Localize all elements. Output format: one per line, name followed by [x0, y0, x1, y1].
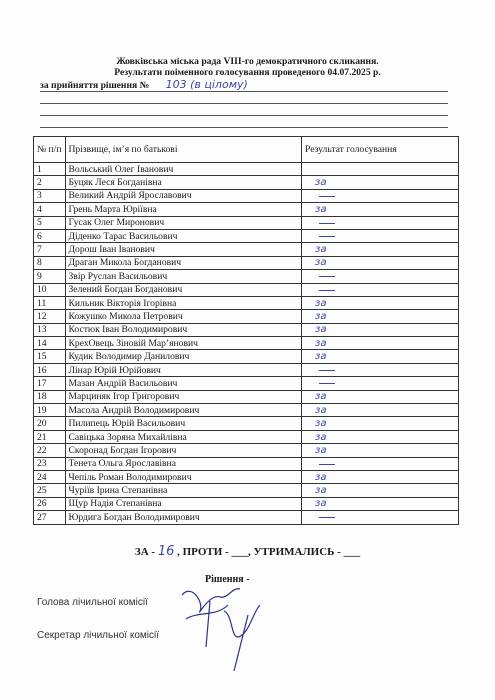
row-number: 12 [34, 310, 66, 323]
table-row [34, 163, 459, 176]
table-row [34, 484, 459, 497]
row-name: Тенета Ольга Ярославівна [65, 457, 302, 470]
vote-dash [319, 464, 335, 465]
resolution-line [40, 78, 248, 91]
row-vote [302, 163, 459, 176]
totals-line [0, 544, 495, 559]
table-row [34, 256, 459, 269]
table-row [34, 203, 459, 216]
vote-mark: за [315, 203, 327, 215]
row-name: Чепіль Роман Володимирович [65, 470, 302, 483]
vote-mark: за [315, 418, 327, 430]
row-number: 4 [34, 203, 66, 216]
row-number: 18 [34, 390, 66, 403]
row-vote [302, 283, 459, 296]
row-name: Буцяк Леся Богданівна [65, 176, 302, 189]
row-vote [302, 390, 459, 403]
row-vote [302, 430, 459, 443]
vote-mark: за [315, 471, 327, 483]
row-number: 8 [34, 256, 66, 269]
row-vote [302, 296, 459, 309]
underline-1 [40, 91, 448, 92]
table-row [34, 444, 459, 457]
row-name: Діденко Тарас Васильович [65, 229, 302, 242]
vote-mark: за [315, 177, 327, 189]
row-name: Щур Надія Степанівна [65, 497, 302, 510]
against-abstained-label: , ПРОТИ - ___, УТРИМАЛИСЬ - ___ [177, 546, 361, 558]
table-row [34, 404, 459, 417]
row-vote [302, 229, 459, 242]
chair-label: Голова лічильної комісії [37, 597, 148, 608]
row-number: 5 [34, 216, 66, 229]
row-name: Костюк Іван Володимирович [65, 323, 302, 336]
row-number: 23 [34, 457, 66, 470]
row-name: Савіцька Зоряна Михайлівна [65, 430, 302, 443]
row-name: КрехОвець Зіновій Мар’янович [65, 337, 302, 350]
row-number: 24 [34, 470, 66, 483]
header-result: Результат голосування [302, 137, 459, 163]
row-name: Гусак Олег Миронович [65, 216, 302, 229]
row-vote [302, 363, 459, 376]
secretary-signature [186, 601, 260, 671]
row-number: 2 [34, 176, 66, 189]
vote-mark: за [315, 351, 327, 363]
vote-dash [319, 370, 335, 371]
row-number: 26 [34, 497, 66, 510]
row-name: Звір Руслан Васильович [65, 270, 302, 283]
row-name: Драган Микола Богданович [65, 256, 302, 269]
vote-mark: за [315, 391, 327, 403]
table-row [34, 310, 459, 323]
row-name: Скоронад Богдан Ігорович [65, 444, 302, 457]
table-row [34, 337, 459, 350]
row-number: 6 [34, 229, 66, 242]
decision-label: Рішення - [205, 574, 250, 585]
table-row [34, 390, 459, 403]
header-num: № п/п [34, 137, 66, 163]
row-number: 21 [34, 430, 66, 443]
row-number: 16 [34, 363, 66, 376]
table-row [34, 296, 459, 309]
table-row [34, 350, 459, 363]
row-name: Масола Андрій Володимирович [65, 404, 302, 417]
row-vote [302, 256, 459, 269]
table-row [34, 497, 459, 510]
row-vote [302, 350, 459, 363]
table-row [34, 270, 459, 283]
table-row [34, 243, 459, 256]
row-name: Мазан Андрій Васильович [65, 377, 302, 390]
row-name: Зелений Богдан Богданович [65, 283, 302, 296]
row-name: Кудик Володимир Данилович [65, 350, 302, 363]
vote-mark: за [315, 404, 327, 416]
voting-table [33, 136, 459, 525]
row-name: Кожушко Микола Петрович [65, 310, 302, 323]
row-vote [302, 457, 459, 470]
row-name: Лінар Юрій Юрійович [65, 363, 302, 376]
row-number: 22 [34, 444, 66, 457]
row-name: Вольський Олег Іванович [65, 163, 302, 176]
vote-mark: за [315, 297, 327, 309]
table-row [34, 283, 459, 296]
underline-3 [40, 115, 448, 116]
row-vote [302, 189, 459, 202]
row-number: 7 [34, 243, 66, 256]
row-number: 20 [34, 417, 66, 430]
row-number: 1 [34, 163, 66, 176]
table-row [34, 323, 459, 336]
table-row [34, 511, 459, 524]
table-header-row [34, 137, 459, 163]
row-vote [302, 270, 459, 283]
table-row [34, 457, 459, 470]
row-vote [302, 176, 459, 189]
row-number: 19 [34, 404, 66, 417]
vote-mark: за [315, 257, 327, 269]
row-vote [302, 511, 459, 524]
vote-dash [319, 276, 335, 277]
table-row [34, 229, 459, 242]
vote-dash [319, 383, 335, 384]
document-subtitle: Результати поіменного голосування проведеного 04.07.2025 р. [114, 67, 381, 78]
underline-4 [40, 127, 448, 128]
underline-2 [40, 103, 448, 104]
row-vote [302, 243, 459, 256]
row-vote [302, 470, 459, 483]
row-vote [302, 484, 459, 497]
table-row [34, 363, 459, 376]
row-number: 14 [34, 337, 66, 350]
row-vote [302, 337, 459, 350]
vote-mark: за [315, 431, 327, 443]
row-vote [302, 377, 459, 390]
row-vote [302, 444, 459, 457]
row-name: Грень Марта Юріївна [65, 203, 302, 216]
row-name: Чуріїв Ірина Степанівна [65, 484, 302, 497]
vote-mark: за [315, 498, 327, 510]
signatures [170, 575, 270, 675]
row-number: 11 [34, 296, 66, 309]
row-vote [302, 203, 459, 216]
row-number: 15 [34, 350, 66, 363]
row-name: Юрдига Богдан Володимирович [65, 511, 302, 524]
vote-dash [319, 236, 335, 237]
row-number: 25 [34, 484, 66, 497]
row-vote [302, 323, 459, 336]
vote-dash [319, 223, 335, 224]
table-row [34, 470, 459, 483]
table-row [34, 176, 459, 189]
vote-dash [319, 290, 335, 291]
row-name: Марциняк Ігор Григорович [65, 390, 302, 403]
row-name: Пилипець Юрій Васильович [65, 417, 302, 430]
vote-mark: за [315, 244, 327, 256]
chair-signature [182, 589, 240, 612]
vote-mark: за [315, 337, 327, 349]
vote-mark: за [315, 485, 327, 497]
row-vote [302, 310, 459, 323]
vote-dash [319, 196, 335, 197]
vote-dash [319, 517, 335, 518]
table-row [34, 430, 459, 443]
row-name: Великий Андрій Ярославович [65, 189, 302, 202]
row-number: 13 [34, 323, 66, 336]
row-name: Дорош Іван Іванович [65, 243, 302, 256]
row-number: 3 [34, 189, 66, 202]
row-number: 27 [34, 511, 66, 524]
row-vote [302, 404, 459, 417]
resolution-label: за прийняття рішення № [40, 80, 150, 91]
table-row [34, 216, 459, 229]
row-vote [302, 497, 459, 510]
vote-mark: за [315, 310, 327, 322]
row-vote [302, 417, 459, 430]
row-vote [302, 216, 459, 229]
vote-mark: за [315, 444, 327, 456]
row-number: 17 [34, 377, 66, 390]
secretary-label: Секретар лічильної комісії [37, 630, 160, 641]
document-title: Жовківська міська рада VIII-го демократичного скликання. [116, 56, 379, 67]
header-name: Прізвище, ім’я по батькові [65, 137, 302, 163]
table-row [34, 189, 459, 202]
for-label: ЗА - [134, 546, 156, 558]
for-value: 16 [157, 544, 175, 559]
resolution-number: 103 (в цілому) [165, 78, 248, 91]
table-row [34, 417, 459, 430]
vote-mark: за [315, 324, 327, 336]
row-number: 9 [34, 270, 66, 283]
row-name: Кильник Вікторія Ігорівна [65, 296, 302, 309]
row-number: 10 [34, 283, 66, 296]
table-row [34, 377, 459, 390]
